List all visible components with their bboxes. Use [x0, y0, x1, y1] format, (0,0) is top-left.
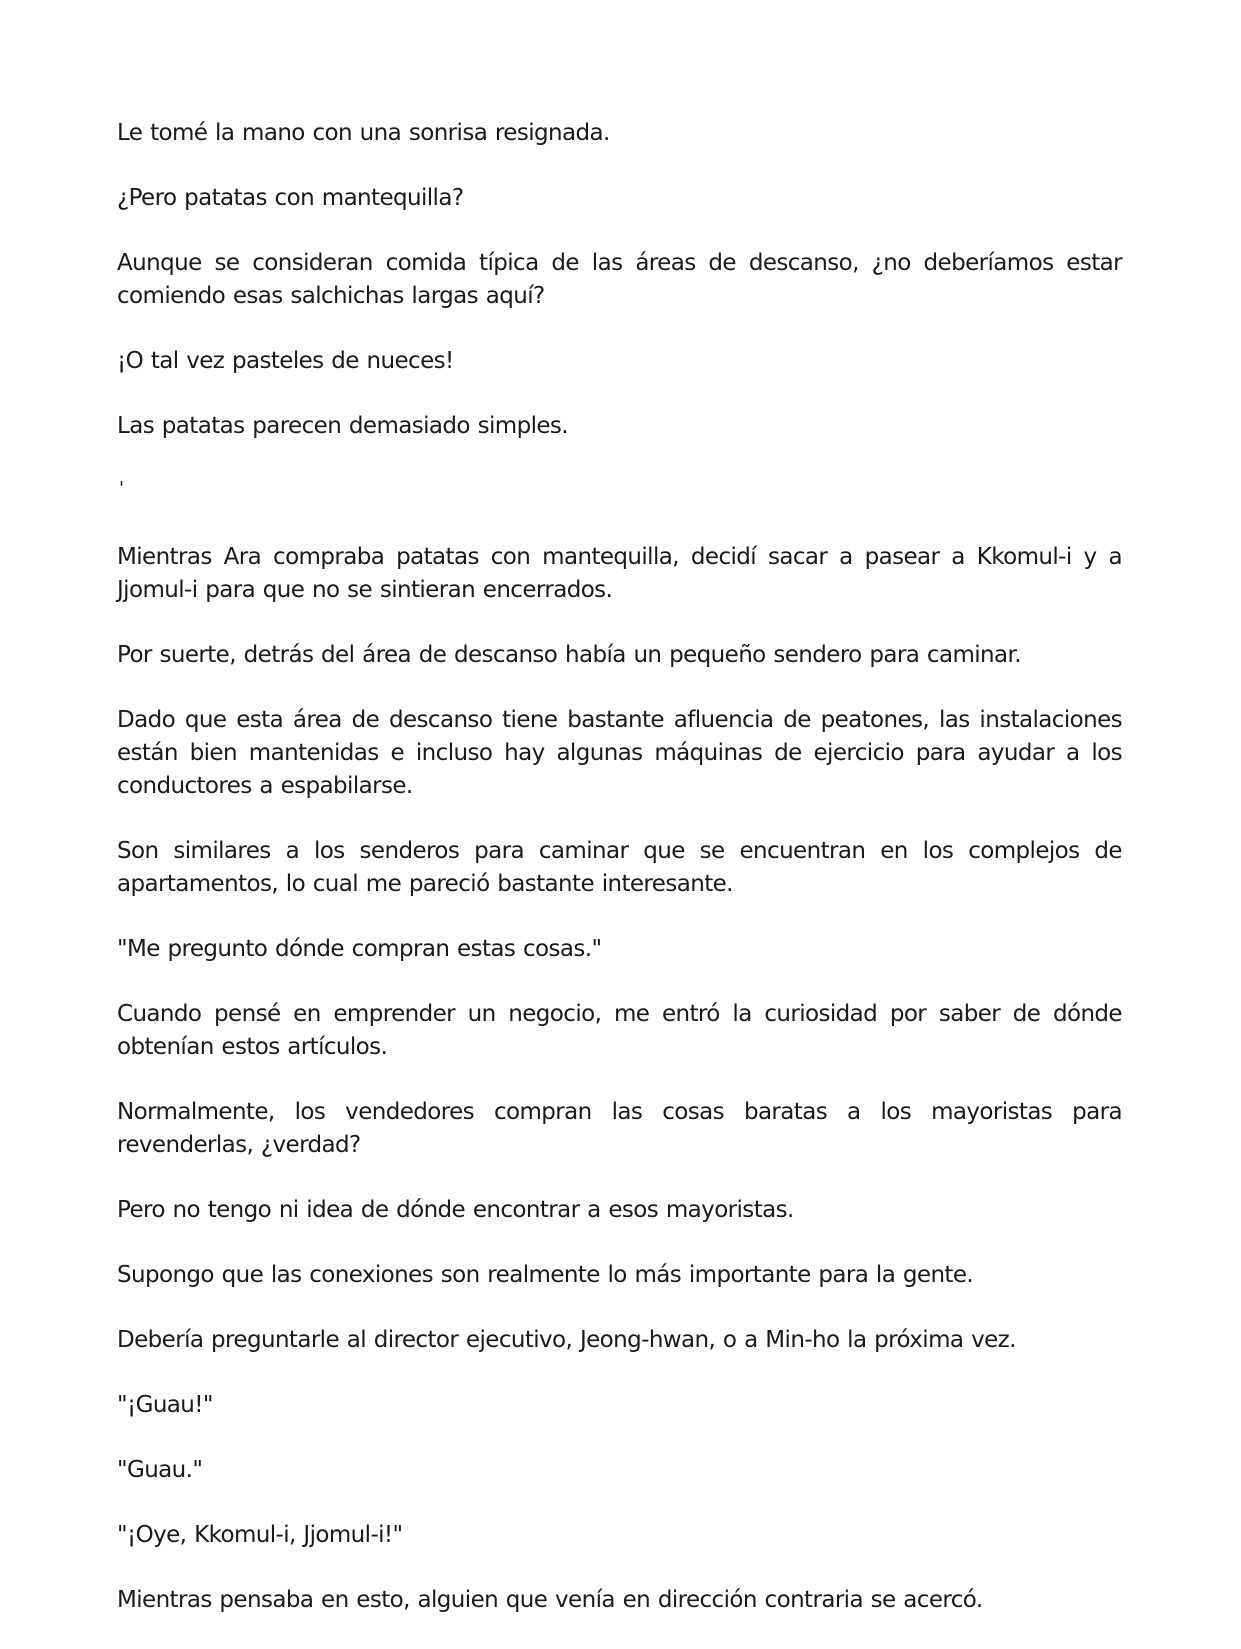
paragraph-5: Las patatas parecen demasiado simples.: [117, 413, 569, 439]
paragraph-16: "¡Guau!": [117, 1392, 213, 1418]
paragraph-3: Aunque se consideran comida típica de las áreas de descanso, ¿no deberíamos estar comiendo esas salchichas largas aquí?: [117, 250, 1122, 309]
paragraph-9: Son similares a los senderos para caminar que se encuentran en los complejos de apartamentos, lo cual me pareció bastante interesante.: [117, 838, 1122, 897]
paragraph-15: Debería preguntarle al director ejecutivo, Jeong-hwan, o a Min-ho la próxima vez.: [117, 1327, 1016, 1353]
paragraph-6: Mientras Ara compraba patatas con mantequilla, decidí sacar a pasear a Kkomul-i y a Jjomul-i para que no se sintieran encerrados.: [117, 544, 1122, 603]
paragraph-12: Normalmente, los vendedores compran las cosas baratas a los mayoristas para revenderlas, ¿verdad?: [117, 1099, 1122, 1158]
paragraph-13: Pero no tengo ni idea de dónde encontrar a esos mayoristas.: [117, 1197, 794, 1223]
paragraph-19: Mientras pensaba en esto, alguien que venía en dirección contraria se acercó.: [117, 1587, 983, 1613]
paragraph-14: Supongo que las conexiones son realmente lo más importante para la gente.: [117, 1262, 974, 1288]
paragraph-17: "Guau.": [117, 1457, 203, 1483]
paragraph-10: "Me pregunto dónde compran estas cosas.": [117, 936, 602, 962]
document-page: [117, 117, 1122, 1649]
paragraph-18: "¡Oye, Kkomul-i, Jjomul-i!": [117, 1522, 403, 1548]
paragraph-4: ¡O tal vez pasteles de nueces!: [117, 348, 454, 374]
paragraph-11: Cuando pensé en emprender un negocio, me entró la curiosidad por saber de dónde obtenían estos artículos.: [117, 1001, 1122, 1060]
stray-mark: ': [119, 478, 124, 499]
paragraph-1: Le tomé la mano con una sonrisa resignada.: [117, 120, 610, 146]
paragraph-2: ¿Pero patatas con mantequilla?: [117, 185, 464, 211]
paragraph-7: Por suerte, detrás del área de descanso había un pequeño sendero para caminar.: [117, 642, 1021, 668]
paragraph-8: Dado que esta área de descanso tiene bastante afluencia de peatones, las instalaciones están bien mantenidas e incluso hay algunas máquinas de ejercicio para ayudar a los conductores a espabilarse.: [117, 707, 1122, 799]
